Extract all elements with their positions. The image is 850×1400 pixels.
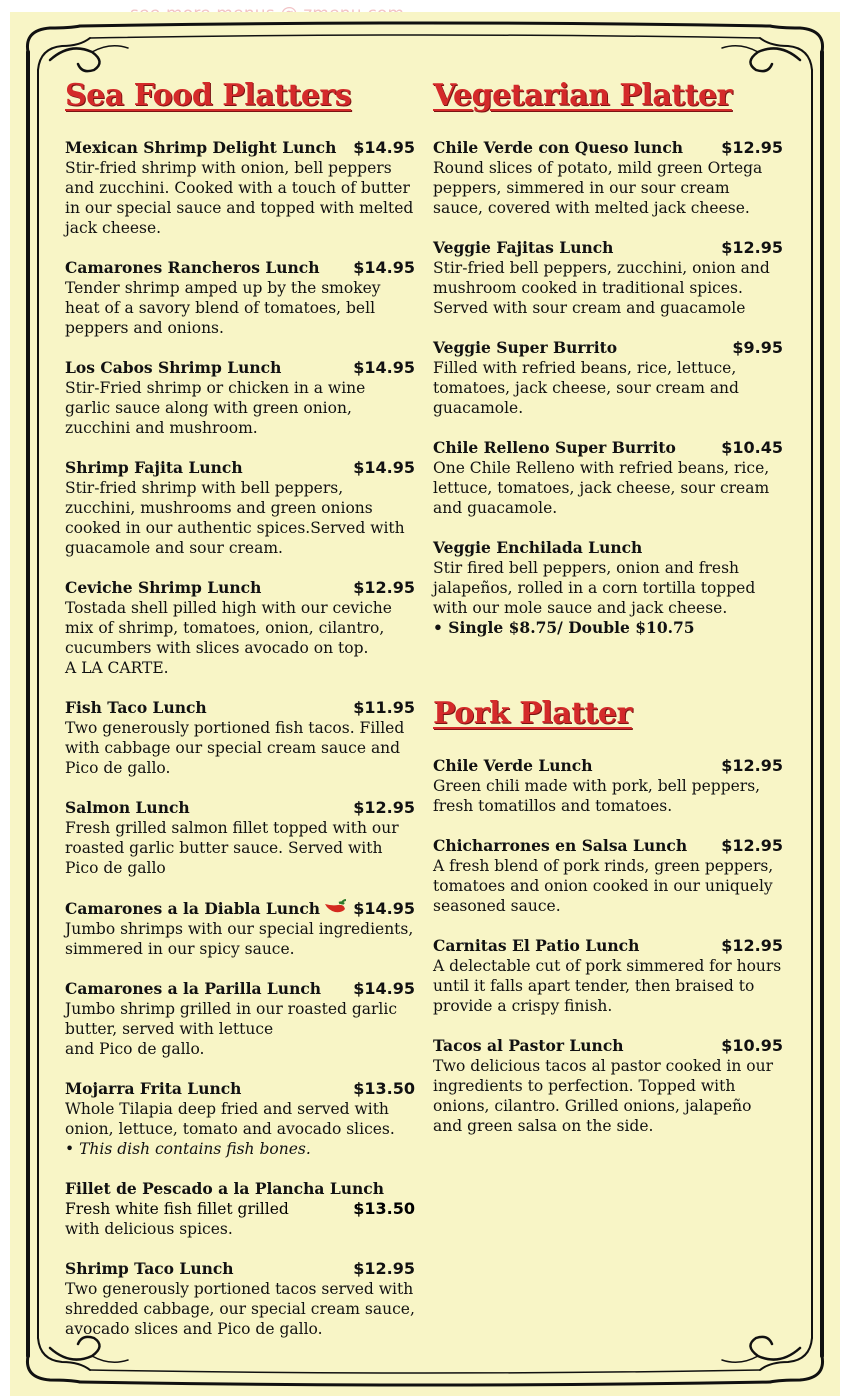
item-price: $12.95: [353, 1259, 415, 1278]
item-price: $13.50: [353, 1199, 415, 1218]
section-title-vegetarian: Vegetarian Platter: [433, 78, 732, 113]
item-price-options: • Single $8.75/ Double $10.75: [433, 618, 695, 637]
item-description: Round slices of potato, mild green Ortega peppers, simmered in our sour cream sauce, covered with melted jack cheese.: [433, 159, 763, 217]
menu-item: [65, 1179, 415, 1239]
item-note: A LA CARTE.: [65, 659, 169, 677]
item-name: Fish Taco Lunch: [65, 698, 207, 717]
item-price: $14.95: [353, 458, 415, 477]
item-name: Tacos al Pastor Lunch: [433, 1036, 624, 1055]
item-price: $9.95: [732, 338, 783, 357]
item-price: $14.95: [353, 358, 415, 377]
item-description: Green chili made with pork, bell peppers, fresh tomatillos and tomatoes.: [433, 777, 761, 815]
item-name: Los Cabos Shrimp Lunch: [65, 358, 282, 377]
item-name: Veggie Super Burrito: [433, 338, 618, 357]
item-price: $14.95: [353, 979, 415, 998]
item-price: $12.95: [353, 578, 415, 597]
menu-item: [65, 898, 415, 959]
item-name: Camarones Rancheros Lunch: [65, 258, 320, 277]
right-column: [433, 76, 783, 1156]
item-description: Stir-fried bell peppers, zucchini, onion and mushroom cooked in traditional spices. Served with sour cream and guacamole: [433, 259, 770, 317]
item-description: Jumbo shrimp grilled in our roasted garlic butter, served with lettuce: [65, 1000, 398, 1038]
item-name: Camarones a la Parilla Lunch: [65, 979, 322, 998]
item-price: $12.95: [721, 238, 783, 257]
item-price: $10.45: [721, 438, 783, 457]
item-description: A delectable cut of pork simmered for hours until it falls apart tender, then braised to provide a crispy finish.: [433, 957, 782, 1015]
item-name: Chile Relleno Super Burrito: [433, 438, 676, 457]
item-name: Ceviche Shrimp Lunch: [65, 578, 262, 597]
item-name: Mojarra Frita Lunch: [65, 1079, 242, 1098]
chili-pepper-icon: [322, 898, 348, 916]
menu-item: [65, 1079, 415, 1159]
left-column: [65, 76, 415, 1359]
item-price: $14.95: [353, 899, 415, 918]
item-price: $11.95: [353, 698, 415, 717]
item-name: Fillet de Pescado a la Plancha Lunch: [65, 1179, 384, 1198]
item-price: $12.95: [353, 798, 415, 817]
item-name: Chile Verde Lunch: [433, 756, 593, 775]
menu-item: [433, 438, 783, 518]
menu-item: [65, 258, 415, 338]
item-description: Whole Tilapia deep fried and served with onion, lettuce, tomato and avocado slices.: [65, 1100, 395, 1138]
item-name: Veggie Fajitas Lunch: [433, 238, 614, 257]
menu-item: [433, 1036, 783, 1136]
menu-item: [433, 138, 783, 218]
item-description: Tender shrimp amped up by the smokey heat of a savory blend of tomatoes, bell peppers and onions.: [65, 279, 381, 337]
item-description: One Chile Relleno with refried beans, rice, lettuce, tomatoes, jack cheese, sour cream and guacamole.: [433, 459, 770, 517]
menu-item: [65, 698, 415, 778]
item-description: Fresh grilled salmon fillet topped with our roasted garlic butter sauce. Served with Pico de gallo: [65, 819, 399, 877]
item-description: Tostada shell pilled high with our ceviche mix of shrimp, tomatoes, onion, cilantro, cucumbers with slices avocado on top.: [65, 599, 392, 657]
menu-item: [65, 138, 415, 238]
menu-item: [433, 238, 783, 318]
item-name: Salmon Lunch: [65, 798, 190, 817]
item-description: Jumbo shrimps with our special ingredients, simmered in our spicy sauce.: [65, 920, 414, 958]
item-description: Filled with refried beans, rice, lettuce, tomatoes, jack cheese, sour cream and guacamole.: [433, 359, 739, 417]
item-price: $12.95: [721, 138, 783, 157]
menu-item: [65, 458, 415, 558]
menu-item: [65, 798, 415, 878]
item-name: Carnitas El Patio Lunch: [433, 936, 640, 955]
menu-item: [433, 538, 783, 638]
item-name: Camarones a la Diabla Lunch: [65, 899, 321, 918]
item-price: $14.95: [353, 258, 415, 277]
item-price: $12.95: [721, 756, 783, 775]
menu-item: [433, 756, 783, 816]
item-description: Two generously portioned tacos served with shredded cabbage, our special cream sauce, avocado slices and Pico de gallo.: [65, 1280, 415, 1338]
item-price: $12.95: [721, 836, 783, 855]
item-description-cont: with delicious spices.: [65, 1220, 233, 1238]
item-description: Two delicious tacos al pastor cooked in our ingredients to perfection. Topped with onions, cilantro. Grilled onions, jalapeño and green salsa on the side.: [433, 1057, 774, 1135]
item-description: Stir-fried shrimp with onion, bell peppers and zucchini. Cooked with a touch of butter in our special sauce and topped with melted jack cheese.: [65, 159, 414, 237]
item-description: Two generously portioned fish tacos. Filled with cabbage our special cream sauce and Pico de gallo.: [65, 719, 405, 777]
item-description: Stir-Fried shrimp or chicken in a wine garlic sauce along with green onion, zucchini and mushroom.: [65, 379, 366, 437]
item-description: Fresh white fish fillet grilled: [65, 1200, 289, 1218]
item-price: $10.95: [721, 1036, 783, 1055]
menu-item: [65, 578, 415, 678]
item-price: $13.50: [353, 1079, 415, 1098]
item-name: Veggie Enchilada Lunch: [433, 538, 643, 557]
item-name: Shrimp Fajita Lunch: [65, 458, 243, 477]
item-description: Stir-fried shrimp with bell peppers, zucchini, mushrooms and green onions cooked in our authentic spices.Served with guacamole and sour cream.: [65, 479, 405, 557]
item-price: $12.95: [721, 936, 783, 955]
menu-item: [65, 358, 415, 438]
menu-item: [433, 338, 783, 418]
item-name: Shrimp Taco Lunch: [65, 1259, 234, 1278]
item-price: $14.95: [353, 138, 415, 157]
menu-item: [65, 1259, 415, 1339]
menu-item: [433, 936, 783, 1016]
section-title-seafood: Sea Food Platters: [65, 78, 352, 113]
menu-item: [65, 979, 415, 1059]
section-title-pork: Pork Platter: [433, 696, 632, 731]
item-description: Stir fired bell peppers, onion and fresh jalapeños, rolled in a corn tortilla topped with our mole sauce and jack cheese.: [433, 559, 756, 617]
item-name: Chile Verde con Queso lunch: [433, 138, 684, 157]
item-name: Chicharrones en Salsa Lunch: [433, 836, 688, 855]
item-description-cont: and Pico de gallo.: [65, 1040, 205, 1058]
menu-item: [433, 836, 783, 916]
item-name: Mexican Shrimp Delight Lunch: [65, 138, 337, 157]
item-warning-note: • This dish contains fish bones.: [65, 1140, 311, 1158]
item-description: A fresh blend of pork rinds, green peppers, tomatoes and onion cooked in our uniquely seasoned sauce.: [433, 857, 774, 915]
